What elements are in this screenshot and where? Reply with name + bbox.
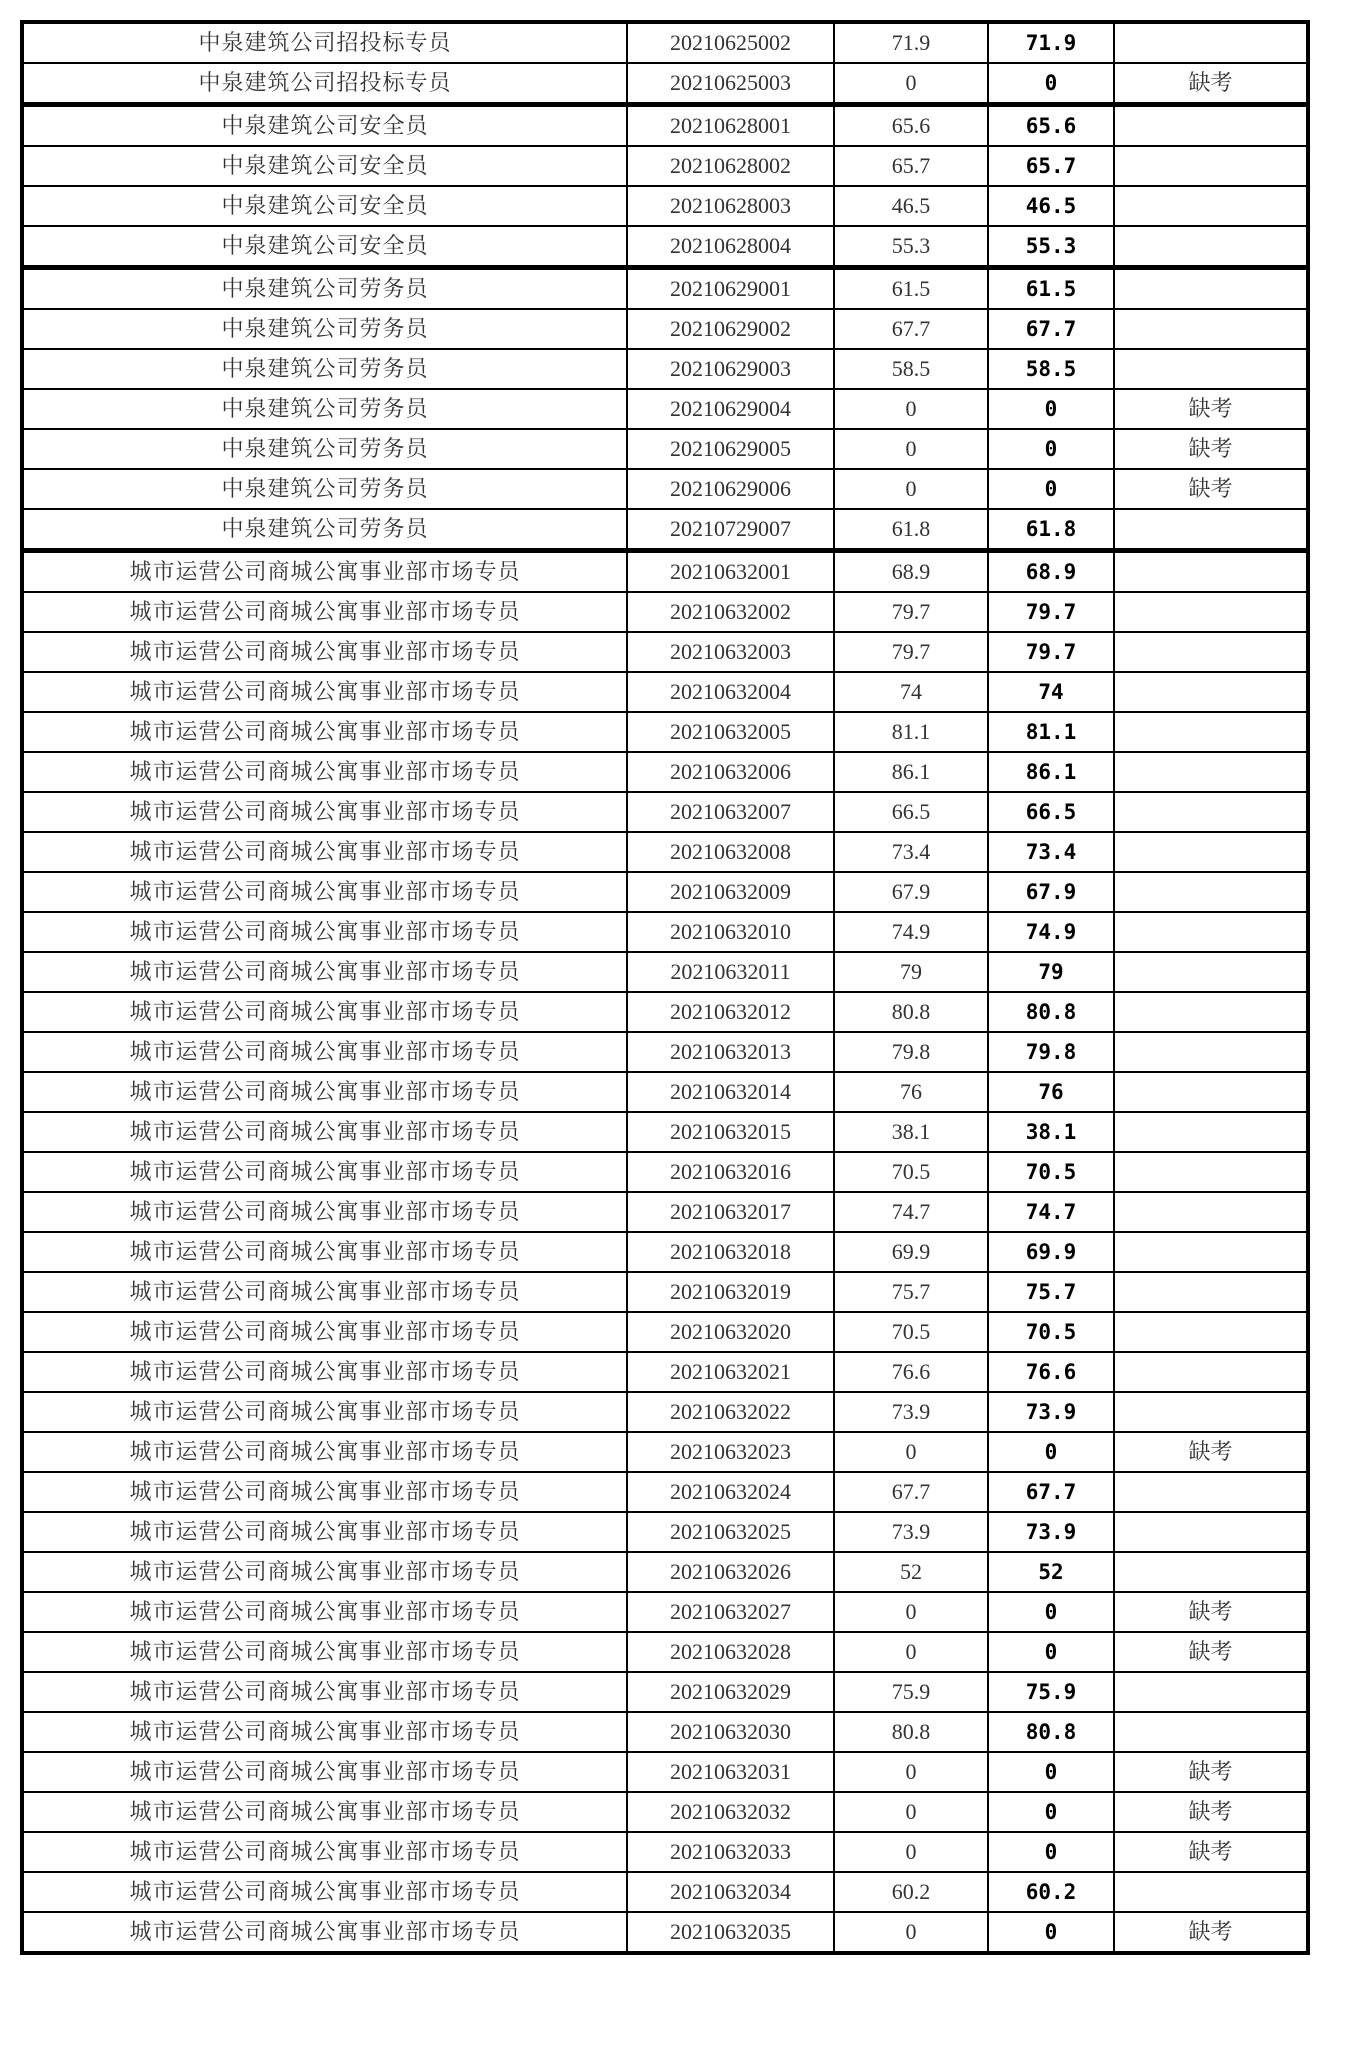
remark-cell: 缺考 xyxy=(1114,1592,1308,1632)
exam-id-cell: 20210632017 xyxy=(627,1192,834,1232)
written-score-cell: 74.9 xyxy=(834,912,988,952)
remark-cell xyxy=(1114,1672,1308,1712)
total-score-cell: 0 xyxy=(988,429,1114,469)
written-score-cell: 74.7 xyxy=(834,1192,988,1232)
position-cell: 城市运营公司商城公寓事业部市场专员 xyxy=(22,1072,627,1112)
position-cell: 中泉建筑公司安全员 xyxy=(22,226,627,268)
remark-cell xyxy=(1114,1872,1308,1912)
remark-cell xyxy=(1114,872,1308,912)
position-cell: 城市运营公司商城公寓事业部市场专员 xyxy=(22,1512,627,1552)
table-row xyxy=(22,1592,1308,1632)
exam-id-cell: 20210629001 xyxy=(627,268,834,310)
position-cell: 城市运营公司商城公寓事业部市场专员 xyxy=(22,592,627,632)
position-cell: 城市运营公司商城公寓事业部市场专员 xyxy=(22,632,627,672)
remark-cell xyxy=(1114,509,1308,551)
total-score-cell: 0 xyxy=(988,1752,1114,1792)
remark-cell xyxy=(1114,226,1308,268)
remark-cell xyxy=(1114,992,1308,1032)
written-score-cell: 0 xyxy=(834,1752,988,1792)
exam-id-cell: 20210628003 xyxy=(627,186,834,226)
total-score-cell: 55.3 xyxy=(988,226,1114,268)
table-row xyxy=(22,832,1308,872)
exam-id-cell: 20210632027 xyxy=(627,1592,834,1632)
total-score-cell: 79.8 xyxy=(988,1032,1114,1072)
table-row xyxy=(22,1192,1308,1232)
exam-id-cell: 20210632004 xyxy=(627,672,834,712)
position-cell: 中泉建筑公司劳务员 xyxy=(22,389,627,429)
exam-id-cell: 20210632002 xyxy=(627,592,834,632)
position-cell: 城市运营公司商城公寓事业部市场专员 xyxy=(22,1032,627,1072)
score-table xyxy=(20,20,1310,1955)
position-cell: 城市运营公司商城公寓事业部市场专员 xyxy=(22,1672,627,1712)
remark-cell xyxy=(1114,1032,1308,1072)
remark-cell: 缺考 xyxy=(1114,1432,1308,1472)
table-row xyxy=(22,429,1308,469)
written-score-cell: 67.7 xyxy=(834,1472,988,1512)
total-score-cell: 75.9 xyxy=(988,1672,1114,1712)
total-score-cell: 0 xyxy=(988,1792,1114,1832)
exam-id-cell: 20210629002 xyxy=(627,309,834,349)
remark-cell xyxy=(1114,268,1308,310)
table-row xyxy=(22,1552,1308,1592)
table-row xyxy=(22,1632,1308,1672)
written-score-cell: 61.5 xyxy=(834,268,988,310)
position-cell: 城市运营公司商城公寓事业部市场专员 xyxy=(22,872,627,912)
remark-cell xyxy=(1114,1512,1308,1552)
position-cell: 中泉建筑公司劳务员 xyxy=(22,349,627,389)
written-score-cell: 0 xyxy=(834,1632,988,1672)
remark-cell xyxy=(1114,632,1308,672)
total-score-cell: 0 xyxy=(988,1432,1114,1472)
exam-id-cell: 20210632007 xyxy=(627,792,834,832)
position-cell: 城市运营公司商城公寓事业部市场专员 xyxy=(22,1272,627,1312)
remark-cell xyxy=(1114,792,1308,832)
total-score-cell: 70.5 xyxy=(988,1152,1114,1192)
position-cell: 中泉建筑公司劳务员 xyxy=(22,268,627,310)
exam-id-cell: 20210632033 xyxy=(627,1832,834,1872)
position-cell: 城市运营公司商城公寓事业部市场专员 xyxy=(22,912,627,952)
remark-cell xyxy=(1114,1272,1308,1312)
position-cell: 城市运营公司商城公寓事业部市场专员 xyxy=(22,712,627,752)
table-row xyxy=(22,592,1308,632)
total-score-cell: 74 xyxy=(988,672,1114,712)
exam-id-cell: 20210632016 xyxy=(627,1152,834,1192)
table-row xyxy=(22,1112,1308,1152)
table-row xyxy=(22,672,1308,712)
total-score-cell: 79.7 xyxy=(988,632,1114,672)
written-score-cell: 70.5 xyxy=(834,1152,988,1192)
exam-id-cell: 20210632019 xyxy=(627,1272,834,1312)
table-row xyxy=(22,712,1308,752)
total-score-cell: 80.8 xyxy=(988,1712,1114,1752)
written-score-cell: 75.9 xyxy=(834,1672,988,1712)
exam-id-cell: 20210632003 xyxy=(627,632,834,672)
table-row xyxy=(22,1472,1308,1512)
remark-cell xyxy=(1114,712,1308,752)
written-score-cell: 76 xyxy=(834,1072,988,1112)
written-score-cell: 0 xyxy=(834,1592,988,1632)
position-cell: 城市运营公司商城公寓事业部市场专员 xyxy=(22,1752,627,1792)
total-score-cell: 0 xyxy=(988,1632,1114,1672)
total-score-cell: 65.7 xyxy=(988,146,1114,186)
table-row xyxy=(22,1832,1308,1872)
position-cell: 城市运营公司商城公寓事业部市场专员 xyxy=(22,672,627,712)
written-score-cell: 65.7 xyxy=(834,146,988,186)
exam-id-cell: 20210629004 xyxy=(627,389,834,429)
exam-id-cell: 20210632034 xyxy=(627,1872,834,1912)
table-row xyxy=(22,551,1308,593)
written-score-cell: 55.3 xyxy=(834,226,988,268)
exam-id-cell: 20210625002 xyxy=(627,22,834,63)
total-score-cell: 0 xyxy=(988,1832,1114,1872)
remark-cell: 缺考 xyxy=(1114,1832,1308,1872)
total-score-cell: 71.9 xyxy=(988,22,1114,63)
total-score-cell: 70.5 xyxy=(988,1312,1114,1352)
remark-cell xyxy=(1114,752,1308,792)
written-score-cell: 80.8 xyxy=(834,1712,988,1752)
written-score-cell: 58.5 xyxy=(834,349,988,389)
exam-id-cell: 20210632028 xyxy=(627,1632,834,1672)
position-cell: 中泉建筑公司招投标专员 xyxy=(22,63,627,105)
written-score-cell: 74 xyxy=(834,672,988,712)
written-score-cell: 76.6 xyxy=(834,1352,988,1392)
written-score-cell: 0 xyxy=(834,1912,988,1953)
exam-id-cell: 20210628002 xyxy=(627,146,834,186)
table-row xyxy=(22,146,1308,186)
exam-id-cell: 20210632005 xyxy=(627,712,834,752)
position-cell: 城市运营公司商城公寓事业部市场专员 xyxy=(22,1112,627,1152)
total-score-cell: 65.6 xyxy=(988,105,1114,147)
remark-cell xyxy=(1114,1552,1308,1592)
total-score-cell: 75.7 xyxy=(988,1272,1114,1312)
remark-cell xyxy=(1114,1312,1308,1352)
table-row xyxy=(22,389,1308,429)
remark-cell xyxy=(1114,672,1308,712)
total-score-cell: 76 xyxy=(988,1072,1114,1112)
exam-id-cell: 20210632012 xyxy=(627,992,834,1032)
total-score-cell: 76.6 xyxy=(988,1352,1114,1392)
remark-cell: 缺考 xyxy=(1114,1752,1308,1792)
table-row xyxy=(22,952,1308,992)
written-score-cell: 0 xyxy=(834,1432,988,1472)
position-cell: 城市运营公司商城公寓事业部市场专员 xyxy=(22,992,627,1032)
table-row xyxy=(22,268,1308,310)
exam-id-cell: 20210628004 xyxy=(627,226,834,268)
written-score-cell: 65.6 xyxy=(834,105,988,147)
remark-cell: 缺考 xyxy=(1114,429,1308,469)
table-row xyxy=(22,1792,1308,1832)
written-score-cell: 73.4 xyxy=(834,832,988,872)
total-score-cell: 73.9 xyxy=(988,1512,1114,1552)
exam-id-cell: 20210629005 xyxy=(627,429,834,469)
position-cell: 城市运营公司商城公寓事业部市场专员 xyxy=(22,832,627,872)
table-row xyxy=(22,469,1308,509)
position-cell: 城市运营公司商城公寓事业部市场专员 xyxy=(22,1152,627,1192)
exam-id-cell: 20210632023 xyxy=(627,1432,834,1472)
written-score-cell: 79.7 xyxy=(834,592,988,632)
written-score-cell: 67.9 xyxy=(834,872,988,912)
written-score-cell: 80.8 xyxy=(834,992,988,1032)
remark-cell xyxy=(1114,309,1308,349)
table-row xyxy=(22,1872,1308,1912)
remark-cell xyxy=(1114,1152,1308,1192)
written-score-cell: 46.5 xyxy=(834,186,988,226)
exam-id-cell: 20210632022 xyxy=(627,1392,834,1432)
table-row xyxy=(22,1352,1308,1392)
table-row xyxy=(22,1512,1308,1552)
written-score-cell: 67.7 xyxy=(834,309,988,349)
remark-cell xyxy=(1114,1392,1308,1432)
total-score-cell: 46.5 xyxy=(988,186,1114,226)
table-row xyxy=(22,22,1308,63)
total-score-cell: 80.8 xyxy=(988,992,1114,1032)
position-cell: 中泉建筑公司劳务员 xyxy=(22,509,627,551)
table-row xyxy=(22,912,1308,952)
position-cell: 城市运营公司商城公寓事业部市场专员 xyxy=(22,1312,627,1352)
exam-id-cell: 20210632025 xyxy=(627,1512,834,1552)
remark-cell xyxy=(1114,592,1308,632)
table-row xyxy=(22,1432,1308,1472)
remark-cell: 缺考 xyxy=(1114,63,1308,105)
exam-id-cell: 20210729007 xyxy=(627,509,834,551)
position-cell: 中泉建筑公司劳务员 xyxy=(22,309,627,349)
table-row xyxy=(22,349,1308,389)
written-score-cell: 70.5 xyxy=(834,1312,988,1352)
written-score-cell: 86.1 xyxy=(834,752,988,792)
table-row xyxy=(22,1712,1308,1752)
table-row xyxy=(22,1912,1308,1953)
exam-id-cell: 20210632021 xyxy=(627,1352,834,1392)
remark-cell: 缺考 xyxy=(1114,389,1308,429)
table-row xyxy=(22,632,1308,672)
total-score-cell: 58.5 xyxy=(988,349,1114,389)
exam-id-cell: 20210632020 xyxy=(627,1312,834,1352)
written-score-cell: 0 xyxy=(834,63,988,105)
exam-id-cell: 20210632011 xyxy=(627,952,834,992)
written-score-cell: 73.9 xyxy=(834,1392,988,1432)
table-row xyxy=(22,105,1308,147)
position-cell: 城市运营公司商城公寓事业部市场专员 xyxy=(22,1552,627,1592)
written-score-cell: 68.9 xyxy=(834,551,988,593)
position-cell: 中泉建筑公司劳务员 xyxy=(22,429,627,469)
written-score-cell: 0 xyxy=(834,1832,988,1872)
exam-id-cell: 20210632024 xyxy=(627,1472,834,1512)
position-cell: 城市运营公司商城公寓事业部市场专员 xyxy=(22,792,627,832)
table-row xyxy=(22,872,1308,912)
exam-id-cell: 20210632001 xyxy=(627,551,834,593)
exam-id-cell: 20210632009 xyxy=(627,872,834,912)
score-table-body xyxy=(22,22,1308,1953)
position-cell: 城市运营公司商城公寓事业部市场专员 xyxy=(22,1592,627,1632)
exam-id-cell: 20210629006 xyxy=(627,469,834,509)
total-score-cell: 69.9 xyxy=(988,1232,1114,1272)
table-row xyxy=(22,1232,1308,1272)
position-cell: 中泉建筑公司安全员 xyxy=(22,186,627,226)
written-score-cell: 61.8 xyxy=(834,509,988,551)
total-score-cell: 0 xyxy=(988,63,1114,105)
position-cell: 城市运营公司商城公寓事业部市场专员 xyxy=(22,1712,627,1752)
exam-id-cell: 20210632030 xyxy=(627,1712,834,1752)
table-row xyxy=(22,1272,1308,1312)
table-row xyxy=(22,1032,1308,1072)
written-score-cell: 79.7 xyxy=(834,632,988,672)
exam-id-cell: 20210632008 xyxy=(627,832,834,872)
total-score-cell: 0 xyxy=(988,1912,1114,1953)
written-score-cell: 0 xyxy=(834,1792,988,1832)
exam-id-cell: 20210625003 xyxy=(627,63,834,105)
remark-cell xyxy=(1114,1472,1308,1512)
table-row xyxy=(22,226,1308,268)
written-score-cell: 81.1 xyxy=(834,712,988,752)
position-cell: 城市运营公司商城公寓事业部市场专员 xyxy=(22,1192,627,1232)
total-score-cell: 0 xyxy=(988,389,1114,429)
remark-cell xyxy=(1114,551,1308,593)
exam-id-cell: 20210632010 xyxy=(627,912,834,952)
position-cell: 城市运营公司商城公寓事业部市场专员 xyxy=(22,1472,627,1512)
total-score-cell: 74.7 xyxy=(988,1192,1114,1232)
exam-id-cell: 20210632031 xyxy=(627,1752,834,1792)
remark-cell xyxy=(1114,349,1308,389)
written-score-cell: 79.8 xyxy=(834,1032,988,1072)
remark-cell xyxy=(1114,1232,1308,1272)
total-score-cell: 81.1 xyxy=(988,712,1114,752)
written-score-cell: 71.9 xyxy=(834,22,988,63)
remark-cell: 缺考 xyxy=(1114,1912,1308,1953)
table-row xyxy=(22,1672,1308,1712)
remark-cell xyxy=(1114,952,1308,992)
table-row xyxy=(22,63,1308,105)
total-score-cell: 60.2 xyxy=(988,1872,1114,1912)
table-row xyxy=(22,792,1308,832)
position-cell: 城市运营公司商城公寓事业部市场专员 xyxy=(22,1792,627,1832)
written-score-cell: 0 xyxy=(834,469,988,509)
written-score-cell: 60.2 xyxy=(834,1872,988,1912)
remark-cell: 缺考 xyxy=(1114,1632,1308,1672)
exam-id-cell: 20210632032 xyxy=(627,1792,834,1832)
table-row xyxy=(22,186,1308,226)
position-cell: 城市运营公司商城公寓事业部市场专员 xyxy=(22,1632,627,1672)
exam-id-cell: 20210628001 xyxy=(627,105,834,147)
exam-id-cell: 20210632018 xyxy=(627,1232,834,1272)
written-score-cell: 66.5 xyxy=(834,792,988,832)
table-row xyxy=(22,1072,1308,1112)
table-row xyxy=(22,1152,1308,1192)
remark-cell xyxy=(1114,832,1308,872)
position-cell: 中泉建筑公司安全员 xyxy=(22,146,627,186)
position-cell: 城市运营公司商城公寓事业部市场专员 xyxy=(22,952,627,992)
written-score-cell: 69.9 xyxy=(834,1232,988,1272)
position-cell: 城市运营公司商城公寓事业部市场专员 xyxy=(22,1832,627,1872)
position-cell: 中泉建筑公司安全员 xyxy=(22,105,627,147)
table-row xyxy=(22,752,1308,792)
total-score-cell: 67.7 xyxy=(988,1472,1114,1512)
total-score-cell: 52 xyxy=(988,1552,1114,1592)
total-score-cell: 73.9 xyxy=(988,1392,1114,1432)
remark-cell: 缺考 xyxy=(1114,1792,1308,1832)
total-score-cell: 68.9 xyxy=(988,551,1114,593)
remark-cell xyxy=(1114,105,1308,147)
total-score-cell: 61.5 xyxy=(988,268,1114,310)
total-score-cell: 86.1 xyxy=(988,752,1114,792)
remark-cell xyxy=(1114,1112,1308,1152)
remark-cell xyxy=(1114,186,1308,226)
table-row xyxy=(22,509,1308,551)
total-score-cell: 79 xyxy=(988,952,1114,992)
written-score-cell: 38.1 xyxy=(834,1112,988,1152)
exam-id-cell: 20210632006 xyxy=(627,752,834,792)
remark-cell xyxy=(1114,912,1308,952)
exam-id-cell: 20210632014 xyxy=(627,1072,834,1112)
table-row xyxy=(22,1392,1308,1432)
position-cell: 城市运营公司商城公寓事业部市场专员 xyxy=(22,1912,627,1953)
position-cell: 中泉建筑公司劳务员 xyxy=(22,469,627,509)
position-cell: 城市运营公司商城公寓事业部市场专员 xyxy=(22,752,627,792)
remark-cell xyxy=(1114,1192,1308,1232)
exam-id-cell: 20210632015 xyxy=(627,1112,834,1152)
position-cell: 城市运营公司商城公寓事业部市场专员 xyxy=(22,1232,627,1272)
exam-id-cell: 20210632029 xyxy=(627,1672,834,1712)
position-cell: 城市运营公司商城公寓事业部市场专员 xyxy=(22,551,627,593)
total-score-cell: 67.9 xyxy=(988,872,1114,912)
total-score-cell: 0 xyxy=(988,1592,1114,1632)
remark-cell xyxy=(1114,146,1308,186)
written-score-cell: 0 xyxy=(834,429,988,469)
written-score-cell: 73.9 xyxy=(834,1512,988,1552)
table-row xyxy=(22,992,1308,1032)
table-row xyxy=(22,1752,1308,1792)
position-cell: 中泉建筑公司招投标专员 xyxy=(22,22,627,63)
remark-cell xyxy=(1114,1072,1308,1112)
remark-cell xyxy=(1114,22,1308,63)
position-cell: 城市运营公司商城公寓事业部市场专员 xyxy=(22,1432,627,1472)
exam-id-cell: 20210629003 xyxy=(627,349,834,389)
total-score-cell: 74.9 xyxy=(988,912,1114,952)
total-score-cell: 73.4 xyxy=(988,832,1114,872)
table-row xyxy=(22,1312,1308,1352)
exam-id-cell: 20210632013 xyxy=(627,1032,834,1072)
total-score-cell: 61.8 xyxy=(988,509,1114,551)
remark-cell xyxy=(1114,1352,1308,1392)
written-score-cell: 52 xyxy=(834,1552,988,1592)
total-score-cell: 79.7 xyxy=(988,592,1114,632)
written-score-cell: 79 xyxy=(834,952,988,992)
exam-id-cell: 20210632035 xyxy=(627,1912,834,1953)
total-score-cell: 66.5 xyxy=(988,792,1114,832)
exam-id-cell: 20210632026 xyxy=(627,1552,834,1592)
written-score-cell: 75.7 xyxy=(834,1272,988,1312)
position-cell: 城市运营公司商城公寓事业部市场专员 xyxy=(22,1872,627,1912)
remark-cell: 缺考 xyxy=(1114,469,1308,509)
position-cell: 城市运营公司商城公寓事业部市场专员 xyxy=(22,1352,627,1392)
total-score-cell: 67.7 xyxy=(988,309,1114,349)
position-cell: 城市运营公司商城公寓事业部市场专员 xyxy=(22,1392,627,1432)
remark-cell xyxy=(1114,1712,1308,1752)
total-score-cell: 38.1 xyxy=(988,1112,1114,1152)
table-row xyxy=(22,309,1308,349)
written-score-cell: 0 xyxy=(834,389,988,429)
total-score-cell: 0 xyxy=(988,469,1114,509)
